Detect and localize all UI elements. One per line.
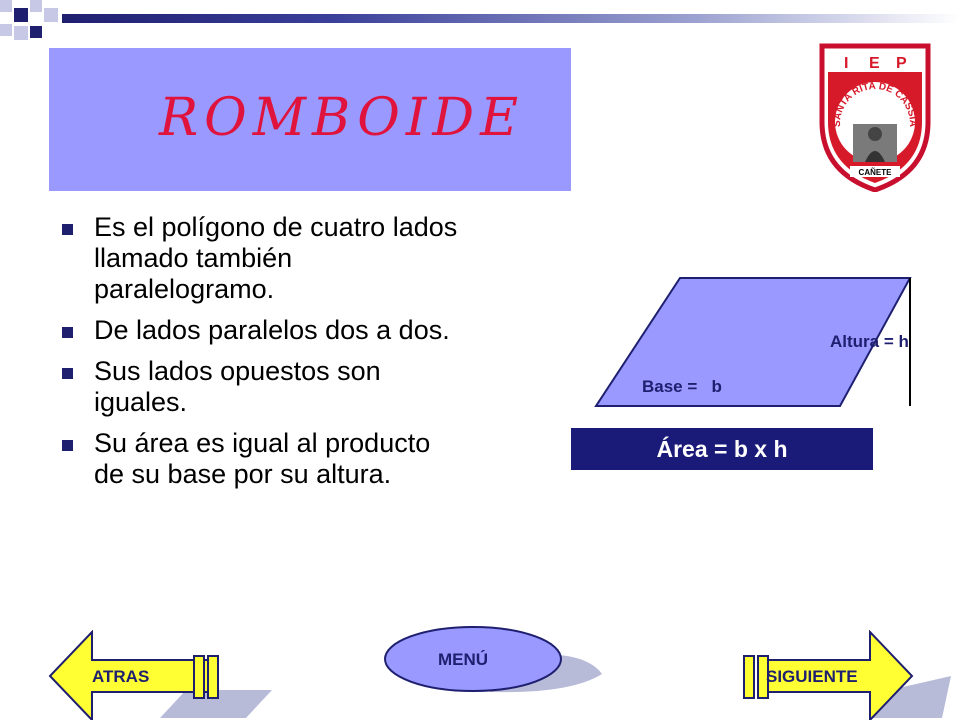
- school-crest-logo: [818, 42, 932, 192]
- menu-button[interactable]: [380, 624, 606, 696]
- back-button[interactable]: [46, 630, 276, 720]
- logo-letter: P: [896, 55, 907, 72]
- page-title: ROMBOIDE: [159, 88, 525, 148]
- logo-arc-text: SANTA RITA DE CASSIA: [831, 80, 919, 128]
- logo-letter: I: [844, 55, 849, 72]
- definition-list: [62, 212, 462, 500]
- square-bullet-icon: [62, 327, 73, 338]
- list-item: Su área es igual al producto de su base por su altura.: [62, 428, 462, 490]
- square-bullet-icon: [62, 224, 73, 235]
- base-label: Base = b: [642, 377, 722, 396]
- back-arrow-icon: [46, 630, 276, 720]
- header-bar: [62, 14, 960, 23]
- title-banner: [49, 48, 571, 191]
- menu-ellipse-icon: [380, 624, 606, 696]
- logo-letter: E: [869, 55, 880, 72]
- square-bullet-icon: [62, 368, 73, 379]
- menu-button-label: MENÚ: [438, 650, 489, 669]
- logo-footer-text: CAÑETE: [858, 168, 892, 177]
- list-item: Sus lados opuestos son iguales.: [62, 356, 462, 418]
- list-item: De lados paralelos dos a dos.: [62, 315, 462, 346]
- next-button-label: SIGUIENTE: [766, 667, 858, 686]
- next-button[interactable]: [740, 630, 955, 720]
- square-bullet-icon: [62, 440, 73, 451]
- list-item: Es el polígono de cuatro lados llamado también paralelogramo.: [62, 212, 462, 305]
- area-formula: Área = b x h: [571, 428, 873, 470]
- height-label: Altura = h: [830, 332, 909, 351]
- back-button-label: ATRAS: [92, 667, 150, 686]
